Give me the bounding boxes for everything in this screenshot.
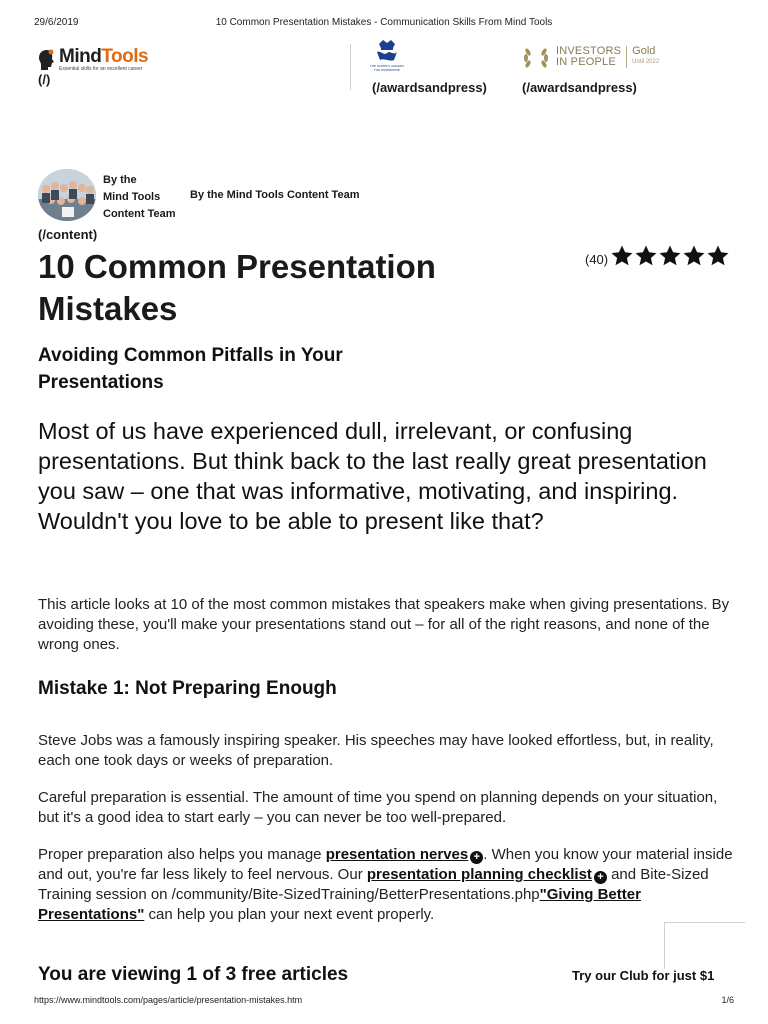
mindtools-logo[interactable] (38, 44, 148, 76)
author-byline[interactable]: By the Mind Tools Content Team (103, 174, 176, 220)
paragraph-steve-jobs: Steve Jobs was a famously inspiring speaker. His speeches may have looked effortless, but, in reality, each one took days or weeks of preparation. (38, 732, 714, 769)
plus-circle-icon[interactable]: + (470, 851, 483, 864)
rating-count: (40) (585, 251, 609, 267)
heading-mistake-1: Mistake 1: Not Preparing Enough (38, 678, 337, 699)
logo-wordmark: MindTools (59, 46, 149, 67)
link-planning-checklist[interactable]: presentation planning checklist (366, 866, 592, 883)
logo-tagline: Essential skills for an excellent career (59, 66, 143, 72)
article-intro: Most of us have experienced dull, irrelevant, or confusing presentations. But think back to the last really great presentation you saw – one that was informative, motivating, and inspiring. Wouldn't you love to be able to present like that? (38, 418, 707, 534)
content-link[interactable]: (/content) (38, 227, 98, 242)
queens-award-icon[interactable] (370, 36, 404, 76)
print-page-number: 1/6 (721, 995, 734, 1005)
article-title: 10 Common Presentation Mistakes (38, 248, 436, 327)
home-link[interactable]: (/) (38, 72, 51, 87)
article-subtitle: Avoiding Common Pitfalls in Your Presentations (38, 345, 343, 393)
print-url: https://www.mindtools.com/pages/article/presentation-mistakes.htm (34, 995, 303, 1005)
header-divider (350, 44, 351, 90)
laurel-wreath-icon (522, 43, 550, 71)
star-icon[interactable] (658, 244, 682, 268)
paragraph-resources: Proper preparation also helps you manage presentation nerves + . When you know your material inside and out, you're far less likely to feel nervous. Our presentation planning checklist + and Bite-Sized Training session on /community/Bite-SizedTraining/BetterPresentations.php"Giving Better Presentations" can help you plan your next event properly. (38, 846, 733, 923)
svg-text:FOR ENTERPRISE: FOR ENTERPRISE (374, 68, 400, 72)
star-icon[interactable] (610, 244, 634, 268)
investors-text: INVESTORS IN PEOPLE (556, 45, 622, 68)
plus-circle-icon[interactable]: + (594, 871, 607, 884)
print-date: 29/6/2019 (34, 17, 79, 28)
star-icon[interactable] (706, 244, 730, 268)
awards-link-2[interactable]: (/awardsandpress) (522, 80, 637, 95)
badge-divider (626, 46, 627, 68)
print-page-title: 10 Common Presentation Mistakes - Communication Skills From Mind Tools (215, 17, 553, 28)
paragraph-overview: This article looks at 10 of the most common mistakes that speakers make when giving presentations. By avoiding these, you'll make your presentations stand out – for all of the right reasons, and none of the wrong ones. (38, 596, 730, 653)
svg-text:THE QUEEN'S AWARDS: THE QUEEN'S AWARDS (370, 64, 404, 68)
investors-in-people-badge[interactable] (522, 42, 662, 72)
badge-level: Gold Until 2022 (632, 45, 660, 65)
head-silhouette-icon (38, 48, 56, 72)
overlay-frame (664, 922, 745, 969)
link-giving-better-presentations[interactable]: "Giving Better Presentations" (38, 886, 641, 923)
article-rating[interactable] (585, 244, 730, 268)
star-icon[interactable] (682, 244, 706, 268)
awards-link-1[interactable]: (/awardsandpress) (372, 80, 487, 95)
paragraph-preparation: Careful preparation is essential. The amount of time you spend on planning depends on your situation, but it's a good idea to start early – you can never be too well-prepared. (38, 789, 718, 826)
club-offer-link[interactable]: Try our Club for just $1 (572, 968, 715, 983)
link-presentation-nerves[interactable]: presentation nerves (325, 846, 469, 863)
star-icon[interactable] (634, 244, 658, 268)
author-byline-full[interactable]: By the Mind Tools Content Team (190, 189, 360, 201)
free-articles-notice: You are viewing 1 of 3 free articles (38, 964, 349, 985)
author-team-photo[interactable] (38, 169, 96, 221)
